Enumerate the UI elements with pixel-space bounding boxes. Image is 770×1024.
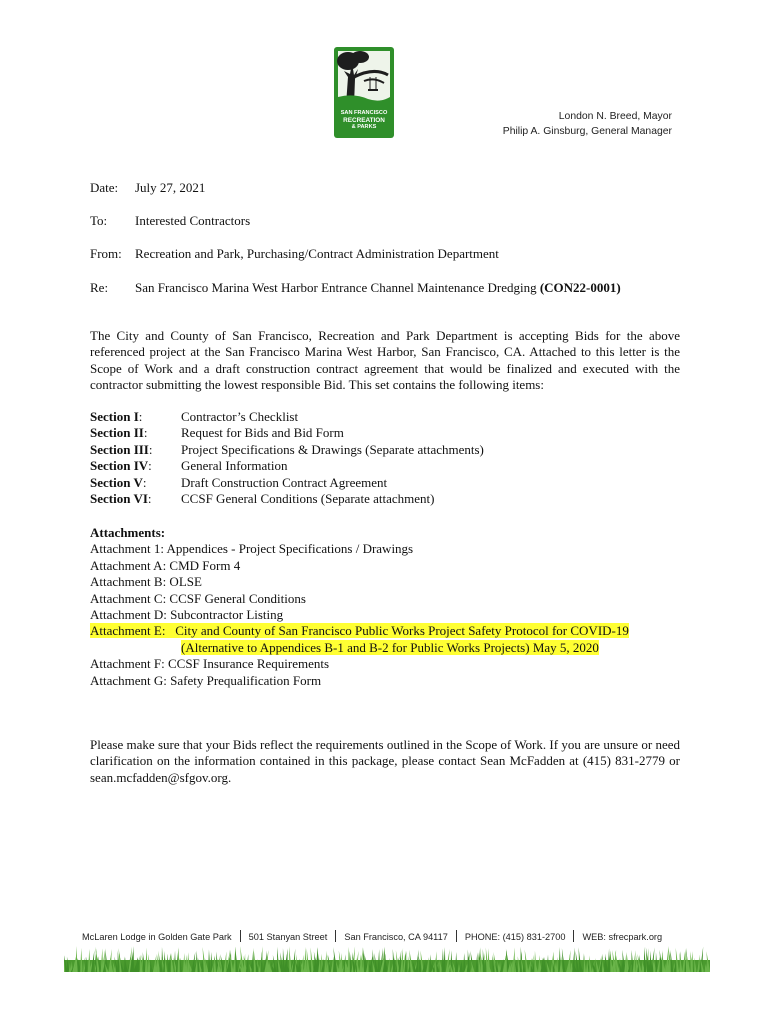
re-label: Re: <box>90 280 109 295</box>
intro-paragraph: The City and County of San Francisco, Recreation and Park Department is accepting Bids for the above referenced project at the San Francisco Marina West Harbor, San Francisco, CA. Attached to this letter is the Scope of Work and a draft construction contract agreement that would be finalized and executed with the contractor submitting the lowest responsible Bid. This set contains the following items: <box>90 328 680 392</box>
attachment-item-highlighted <box>90 623 629 639</box>
highlight-line-2: (Alternative to Appendices B-1 and B-2 for Public Works Projects) May 5, 2020 <box>181 639 599 655</box>
section-value: Request for Bids and Bid Form <box>181 425 344 441</box>
attachment-item: Attachment G: Safety Prequalification Form <box>90 672 322 688</box>
attachment-item: Attachment B: OLSE <box>90 574 202 590</box>
attachment-item: Attachment A: CMD Form 4 <box>90 557 241 573</box>
logo-text <box>334 110 394 131</box>
attachment-item: Attachment D: Subcontractor Listing <box>90 606 284 622</box>
section-label: Section V: <box>90 474 147 490</box>
section-label: Section VI: <box>90 490 152 506</box>
footer-divider <box>335 930 336 942</box>
footer-divider <box>573 930 574 942</box>
officials-block <box>503 109 672 139</box>
general-manager-name: Philip A. Ginsburg, General Manager <box>502 126 672 137</box>
attachment-item: Attachment F: CCSF Insurance Requirements <box>90 656 330 672</box>
closing-paragraph: Please make sure that your Bids reflect the requirements outlined in the Scope of Work. If you are unsure or need clarification on the information contained in this package, please contact Sean McFadden at (415) 831-2779 or sean.mcfadden@sfgov.org. <box>90 737 680 785</box>
footer-item: 501 Stanyan Street <box>248 932 328 942</box>
attachment-item-highlighted-cont <box>90 640 629 656</box>
footer-item: McLaren Lodge in Golden Gate Park <box>82 932 232 942</box>
logo-line: SAN FRANCISCO <box>340 110 388 116</box>
re-text: San Francisco Marina West Harbor Entrance Channel Maintenance Dredging <box>135 280 540 295</box>
footer-divider <box>456 930 457 942</box>
section-value: Contractor’s Checklist <box>181 409 299 424</box>
highlight-line-1: City and County of San Francisco Public Works Project Safety Protocol for COVID-19 <box>175 623 629 639</box>
footer-item: San Francisco, CA 94117 <box>344 932 448 942</box>
mayor-name: London N. Breed, Mayor <box>558 111 672 122</box>
from-value: Recreation and Park, Purchasing/Contract Administration Department <box>135 246 499 261</box>
attachments-list <box>90 525 629 689</box>
date-label: Date: <box>90 180 119 195</box>
section-value: Project Specifications & Drawings (Separate attachments) <box>181 441 484 457</box>
to-label: To: <box>90 213 108 228</box>
attachment-item: Attachment C: CCSF General Conditions <box>90 590 306 606</box>
date-value: July 27, 2021 <box>135 180 206 195</box>
logo-line: & PARKS <box>351 124 377 130</box>
section-value: General Information <box>181 458 288 474</box>
footer-item: WEB: sfrecpark.org <box>582 932 663 942</box>
section-label: Section I: <box>90 409 143 424</box>
re-value <box>135 280 621 296</box>
highlight-label: Attachment E: <box>90 623 166 639</box>
footer-contact <box>82 930 702 942</box>
from-label: From: <box>90 246 122 261</box>
grass-decoration <box>64 944 710 972</box>
attachments-heading: Attachments: <box>90 525 166 540</box>
section-label: Section II: <box>90 425 148 441</box>
footer-divider <box>240 930 241 942</box>
section-value: Draft Construction Contract Agreement <box>181 474 388 490</box>
footer-item: PHONE: (415) 831-2700 <box>464 932 566 942</box>
section-label: Section IV: <box>90 458 152 474</box>
attachment-item: Attachment 1: Appendices - Project Specifications / Drawings <box>90 541 414 557</box>
logo-line: RECREATION <box>343 117 385 124</box>
re-code: (CON22-0001) <box>539 280 621 295</box>
section-value: CCSF General Conditions (Separate attachment) <box>181 490 435 506</box>
to-value: Interested Contractors <box>135 213 251 228</box>
section-label: Section III: <box>90 441 153 457</box>
